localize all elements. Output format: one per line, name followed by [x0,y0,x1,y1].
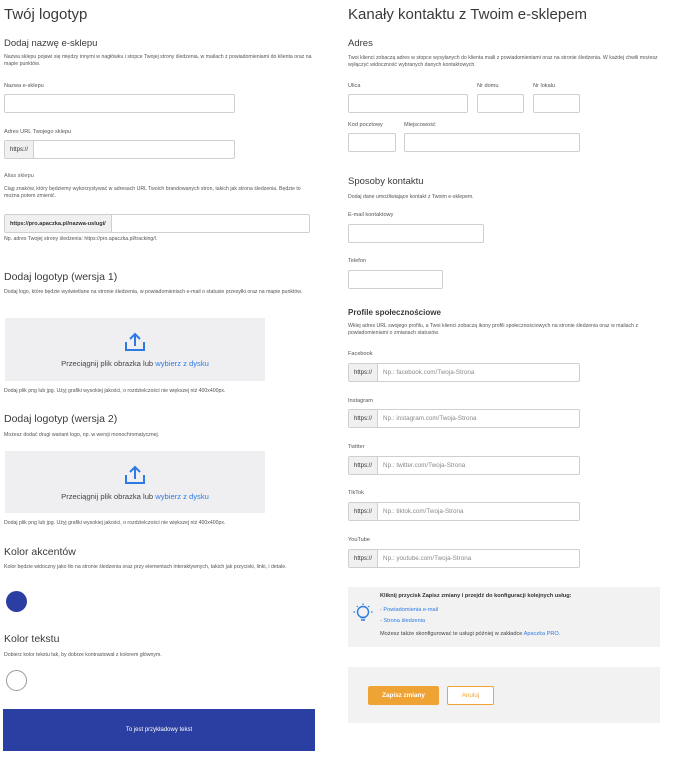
accent-desc: Kolor będzie widoczny jako tło na stronie śledzenia oraz przy elementach interaktywnych, takich jak przyciski, linki, i detale. [4,564,287,570]
youtube-label: YouTube [348,537,370,543]
logo1-heading: Dodaj logotyp (wersja 1) [4,271,118,283]
url-label: Adres URL Twojego sklepu [4,129,72,135]
alias-example: Np. adres Twojej strony śledzenia: https://pro.apaczka.pl/tracking//. [4,236,158,242]
logo2-desc: Możesz dodać drugi wariant logo, np. w wersji monochromatycznej. [4,432,160,438]
alias-desc: Ciąg znaków, który będziemy wykorzystywać w adresach URL Twoich brandowanych stron, takich jak strona śledzenia. Będzie to można potem zmienić. [4,186,301,199]
tiktok-label: TikTok [348,490,364,496]
logo1-drop-text [61,359,209,368]
preview-text: To jest przykładowy tekst [125,727,193,733]
city-label: Miejscowość [404,122,436,128]
tiktok-placeholder: Np.: tiktok.com/Twoja-Strona [383,508,464,515]
color-preview-banner [3,709,315,751]
contact-desc: Dodaj dane umożliwiające kontakt z Twoim e-sklepem. [348,194,474,200]
house-number-label: Nr domu [477,83,499,89]
logo2-drop-label: Przeciągnij plik obrazka lub [61,491,156,501]
youtube-input[interactable] [348,549,580,568]
email-notifications-link[interactable]: - Powiadomienia e-mail [380,607,439,613]
youtube-prefix: https:// [349,550,378,567]
instagram-prefix: https:// [349,410,378,427]
facebook-label: Facebook [348,351,373,357]
text-color-swatch[interactable] [6,670,27,691]
logo2-choose-file-link[interactable]: wybierz z dysku [155,491,209,501]
url-value [34,141,234,158]
tracking-page-link[interactable]: - Strona śledzenia [380,618,426,624]
street-input[interactable] [348,94,468,113]
accent-color-swatch[interactable] [6,591,27,612]
shop-name-label: Nazwa e-sklepu [4,83,44,89]
text-color-desc: Dobierz kolor tekstu tak, by dobrze kontrastował z kolorem głównym. [4,652,162,658]
facebook-placeholder: Np.: facebook.com/Twoja-Strona [383,369,475,376]
url-prefix: https:// [5,141,34,158]
alias-prefix: https://pro.apaczka.pl/nazwa-uslugi/ [5,215,112,232]
upload-icon [123,464,147,486]
info-box [348,587,660,647]
youtube-placeholder: Np.: youtube.com/Twoja-Strona [383,555,472,562]
phone-label: Telefon [348,258,367,264]
twitter-input[interactable] [348,456,580,475]
apartment-label: Nr lokalu [533,83,556,89]
twitter-label: Twitter [348,444,365,450]
alias-input[interactable] [4,214,310,233]
shop-name-input[interactable] [4,94,235,113]
actions-bar [348,667,660,723]
right-title: Kanały kontaktu z Twoim e-sklepem [348,6,587,23]
email-label: E-mail kontaktowy [348,212,394,218]
social-desc: Wklej adres URL swojego profilu, a Twoi klienci zobaczą ikony profili społecznościowych na stronie śledzenia oraz w mailach z powiadomieniami o zmianach statusów. [348,323,639,336]
email-input[interactable] [348,224,484,243]
house-number-input[interactable] [477,94,524,113]
logo1-hint: Dodaj plik png lub jpg. Użyj grafiki wysokiej jakości, o rozdzielczości nie większej niż 400x400px. [4,388,226,394]
postal-code-input[interactable] [348,133,396,152]
upload-icon [123,331,147,353]
apartment-input[interactable] [533,94,580,113]
save-button[interactable]: Zapisz zmiany [368,686,439,705]
alias-value [112,215,309,232]
text-color-heading: Kolor tekstu [4,633,60,645]
address-heading: Adres [348,38,373,49]
info-footer [380,631,560,637]
street-label: Ulica [348,83,361,89]
instagram-input[interactable] [348,409,580,428]
info-title: Kliknij przycisk Zapisz zmiany i przejdź do konfiguracji kolejnych usług: [380,593,572,599]
url-input[interactable] [4,140,235,159]
logo1-desc: Dodaj logo, które będzie wyświetlane na stronie śledzenia, w powiadomieniach e-mail o statusie przesyłki oraz na mapie punktów. [4,289,303,295]
facebook-prefix: https:// [349,364,378,381]
postal-code-label: Kod pocztowy [348,122,383,128]
accent-heading: Kolor akcentów [4,546,76,558]
left-title: Twój logotyp [4,6,88,23]
social-heading: Profile społecznościowe [348,308,441,317]
logo2-dropzone[interactable] [5,451,265,513]
phone-input[interactable] [348,270,443,289]
twitter-prefix: https:// [349,457,378,474]
info-footer-text: Możesz także skonfigurować te usługi później w zakładce [380,631,524,637]
tiktok-input[interactable] [348,502,580,521]
logo1-drop-label: Przeciągnij plik obrazka lub [61,359,156,368]
facebook-input[interactable] [348,363,580,382]
logo2-heading: Dodaj logotyp (wersja 2) [4,413,118,425]
contact-heading: Sposoby kontaktu [348,176,424,187]
logo2-hint: Dodaj plik png lub jpg. Użyj grafiki wysokiej jakości, o rozdzielczości nie większej niż 400x400px. [4,520,226,526]
shop-name-heading: Dodaj nazwę e-sklepu [4,38,98,49]
instagram-placeholder: Np.: instagram.com/Twoja-Strona [383,415,477,422]
address-desc: Twoi klienci zobaczą adres w stopce wysyłanych do klienta maili z powiadomieniami oraz na stronie śledzenia. W każdej chwili możesz wyłączyć widoczność wybranych danych kontaktowych. [348,55,658,68]
instagram-label: Instagram [348,398,373,404]
twitter-placeholder: Np.: twitter.com/Twoja-Strona [383,462,466,469]
shop-name-desc: Nazwa sklepu pojawi się między innymi w nagłówku i stopce Twojej strony śledzenia, w mailach z powiadomieniami do klienta oraz na mapie punktów. [4,54,312,67]
logo1-choose-file-link[interactable]: wybierz z dysku [155,359,209,368]
logo1-dropzone[interactable] [5,318,265,381]
logo2-drop-text [61,492,209,501]
alias-label: Alias sklepu [4,173,34,179]
lightbulb-icon [352,602,374,626]
city-input[interactable] [404,133,580,152]
cancel-button[interactable]: Anuluj [447,686,494,705]
apaczka-pro-link[interactable]: Apaczka PRO. [523,631,561,637]
tiktok-prefix: https:// [349,503,378,520]
